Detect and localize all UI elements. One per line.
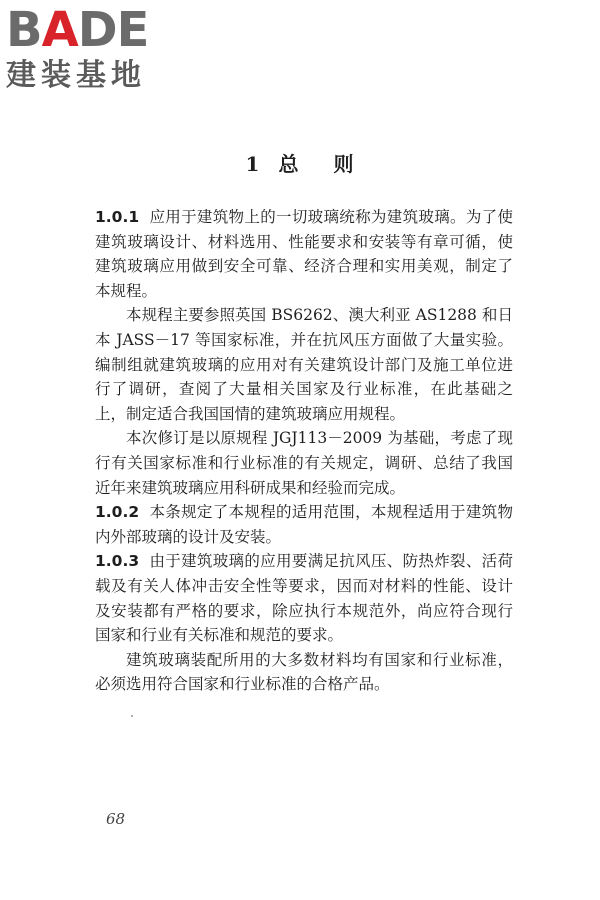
chapter-title-char-2: 则	[333, 152, 355, 176]
clause-1-0-1-paragraph-2: 本规程主要参照英国 BS6262、澳大利亚 AS1288 和日本 JASS－17 等国家标准，并在抗风压方面做了大量实验。编制组就建筑玻璃的应用对有关建筑设计部门及施工单位进行了调研，查阅了大量相关国家及行业标准，在此基础之上，制定适合我国国情的建筑玻璃应用规程。	[95, 306, 513, 423]
clause-1-0-2: 1.0.2 本条规定了本规程的适用范围，本规程适用于建筑物内外部玻璃的设计及安装。	[95, 503, 513, 546]
page-number: 68	[106, 810, 126, 828]
clause-1-0-1-paragraph-3: 本次修订是以原规程 JGJ113－2009 为基础，考虑了现行有关国家标准和行业标准的有关规定，调研、总结了我国近年来建筑玻璃应用科研成果和经验而完成。	[95, 429, 513, 497]
chapter-title-char-1: 总	[278, 152, 300, 176]
chapter-body	[95, 205, 513, 697]
clause-1-0-3: 1.0.3 由于建筑玻璃的应用要满足抗风压、防热炸裂、活荷载及有关人体冲击安全性等要求，因而对材料的性能、设计及安装都有严格的要求，除应执行本规范外，尚应符合现行国家和行业有关标准和规范的要求。	[95, 552, 513, 645]
chapter-title	[0, 148, 600, 177]
clause-1-0-3-paragraph-2: 建筑玻璃装配所用的大多数材料均有国家和行业标准，必须选用符合国家和行业标准的合格产品。	[95, 650, 513, 694]
brand-logo	[6, 4, 176, 94]
logo-chinese-text: 建装基地	[6, 58, 146, 93]
scan-speck	[131, 715, 133, 717]
chapter-number: 1	[245, 152, 261, 176]
clause-1-0-1: 1.0.1 应用于建筑物上的一切玻璃统称为建筑玻璃。为了使建筑玻璃设计、材料选用、性能要求和安装等有章可循，使建筑玻璃应用做到安全可靠、经济合理和实用美观，制定了本规程。	[95, 208, 513, 300]
logo-wordmark: BADE	[6, 2, 149, 58]
